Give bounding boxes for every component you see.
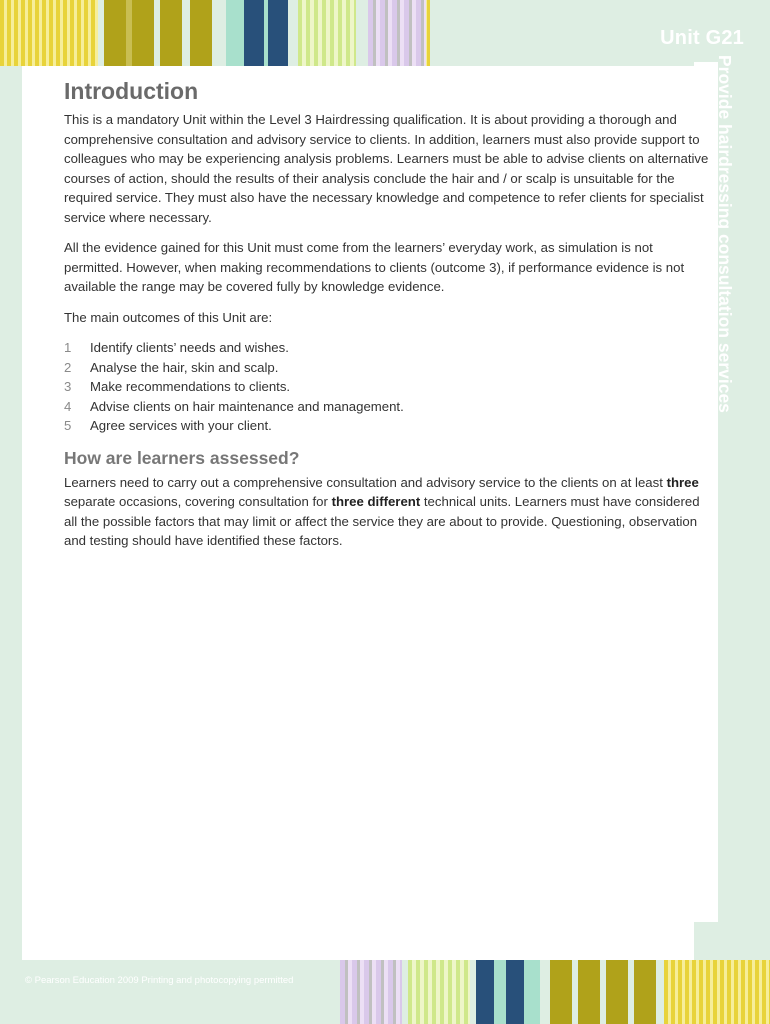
- main-content: [64, 76, 712, 562]
- list-item: [64, 397, 712, 417]
- assessment-bold-2: three different: [331, 494, 421, 509]
- outcome-text: Advise clients on hair maintenance and management.: [90, 398, 404, 414]
- assessment-paragraph: [64, 473, 712, 551]
- evidence-paragraph: All the evidence gained for this Unit must come from the learners’ everyday work, as simulation is not permitted. However, when making recommendations to clients (outcome 3), if performance evidence is not available the range may be covered fully by knowledge evidence.: [64, 240, 685, 294]
- assessment-heading: How are learners assessed?: [64, 447, 300, 468]
- outcome-number: 1: [64, 340, 72, 355]
- assessment-text-3: technical units. Learners must have considered all the possible factors that may limit or affect the service they are about to provide. Questioning, observation and testing should have identified these factors.: [64, 494, 700, 548]
- list-item: [64, 358, 712, 378]
- outcome-number: 5: [64, 418, 72, 433]
- intro-paragraph: This is a mandatory Unit within the Level 3 Hairdressing qualification. It is about providing a thorough and comprehensive consultation and advisory service to clients. In addition, learners must also provide support to colleagues who may be experiencing analysis problems. Learners must be able to advise clients on alternative courses of action, should the results of their analysis conclude the hair and / or scalp is unsuitable for the required service. They must also have the necessary knowledge and competence to refer clients for specialist service where necessary.: [64, 112, 709, 225]
- list-item: [64, 377, 712, 397]
- top-stripe-band: [0, 0, 430, 66]
- assessment-text-2: separate occasions, covering consultation for: [64, 494, 332, 509]
- outcome-number: 4: [64, 398, 72, 414]
- outcome-number: 3: [64, 379, 72, 394]
- outcome-text: Identify clients’ needs and wishes.: [90, 340, 289, 355]
- outcomes-list: [64, 338, 712, 436]
- outcome-text: Analyse the hair, skin and scalp.: [90, 359, 279, 375]
- list-item: [64, 338, 712, 358]
- outcome-text: Agree services with your client.: [90, 418, 272, 433]
- assessment-text-1: Learners need to carry out a comprehensive consultation and advisory service to the clients on at least: [64, 474, 667, 490]
- copyright-footer: © Pearson Education 2009 Printing and photocopying permitted: [25, 975, 294, 986]
- bottom-stripe-band: [340, 960, 770, 1024]
- assessment-bold-1: three: [666, 474, 699, 490]
- list-item: [64, 416, 712, 436]
- introduction-heading: Introduction: [64, 78, 199, 104]
- outcome-text: Make recommendations to clients.: [90, 379, 291, 394]
- unit-number: Unit G21: [660, 27, 744, 49]
- outcome-number: 2: [64, 359, 72, 375]
- outcomes-lead: The main outcomes of this Unit are:: [64, 309, 273, 325]
- unit-title-vertical: Provide hairdressing consultation services: [715, 55, 735, 413]
